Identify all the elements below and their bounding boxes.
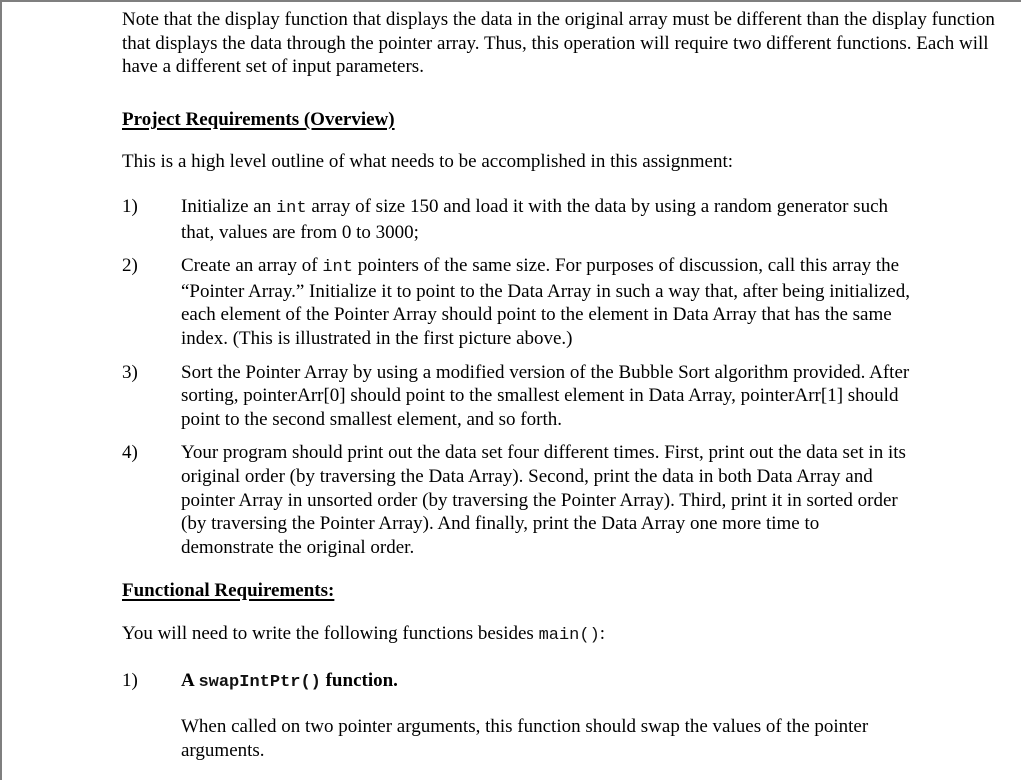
intro-paragraph: Note that the display function that displays the data in the original array must be different than the display function that displays the data through the pointer array. Thus, this operation will require two different functions. Each will have a different set of input parameters.: [122, 9, 995, 78]
functions-intro-paragraph: [122, 622, 1002, 648]
list-item-number: 4): [122, 442, 138, 464]
list-item-text: Sort the Pointer Array by using a modified version of the Bubble Sort algorithm provided. After sorting, pointerArr[0] should point to the smallest element in Data Array, pointerArr[1] should point to the second smallest element, and so forth.: [181, 361, 910, 430]
text-segment: You will need to write the following functions besides: [122, 622, 539, 644]
functions-list: [122, 669, 1002, 762]
function-description: When called on two pointer arguments, this function should swap the values of the pointer arguments.: [181, 716, 869, 761]
list-item-text: [181, 195, 911, 244]
section-heading-project-requirements: Project Requirements (Overview): [122, 108, 395, 130]
list-item: [122, 195, 1002, 244]
section-heading-functional-requirements: Functional Requirements:: [122, 580, 335, 602]
outline-paragraph: This is a high level outline of what needs to be accomplished in this assignment:: [122, 151, 734, 173]
text-segment: :: [599, 622, 606, 644]
list-item-text: Your program should print out the data set four different times. First, print out the data set in its original order (by traversing the Data Array). Second, print the data in both Data Array and pointer Array in unsorted order (by traversing the Pointer Array). Third, print it in sorted order (by traversing the Pointer Array). And finally, print the Data Array one more time to demonstrate the original order.: [181, 442, 906, 558]
code-inline: int: [322, 258, 353, 278]
text-segment: Initialize an: [181, 195, 276, 217]
list-item: [122, 361, 1002, 432]
list-item-number: 1): [122, 670, 138, 692]
requirements-list: [122, 195, 1002, 559]
page-left-border: [0, 0, 2, 780]
list-item: [122, 669, 1002, 695]
text-segment: function.: [320, 670, 398, 692]
text-segment: Create an array of: [181, 255, 323, 277]
list-item-number: 1): [122, 195, 138, 217]
text-segment: array of size 150 and load it with the data by using a random generator such that, values are from 0 to 3000;: [181, 195, 889, 243]
list-item: [122, 441, 1002, 559]
list-item-number: 3): [122, 361, 138, 383]
list-item-text: [181, 254, 911, 350]
list-item-number: 2): [122, 255, 138, 277]
code-inline: swapIntPtr(): [198, 673, 321, 693]
text-segment: A: [181, 670, 199, 692]
code-inline: main(): [538, 625, 600, 645]
text-segment: pointers of the same size. For purposes of discussion, call this array the “Pointer Array.” Initialize it to point to the Data Array in such a way that, after being initialized, each element of the Pointer Array should point to the element in Data Array that has the same index. (This is illustrated in the first picture above.): [181, 255, 910, 349]
list-item: [122, 254, 1002, 350]
function-title: [181, 669, 911, 695]
document-page: [122, 0, 1002, 762]
code-inline: int: [275, 198, 307, 218]
